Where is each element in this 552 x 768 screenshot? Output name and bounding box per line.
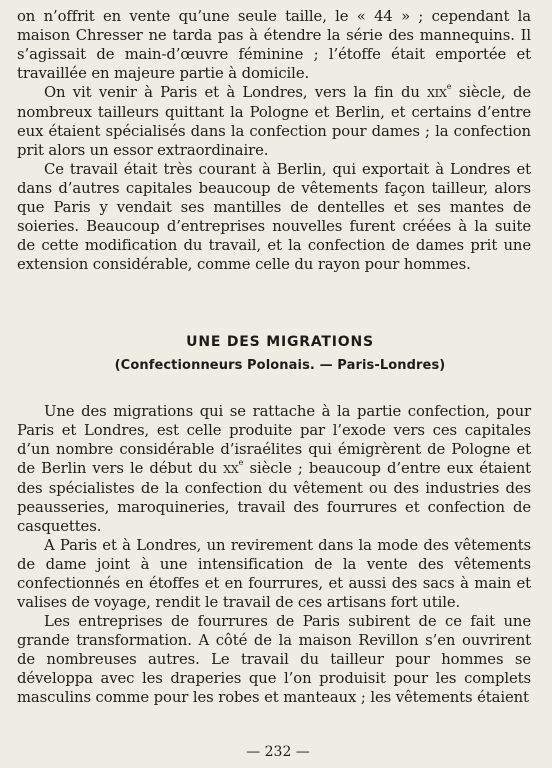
century-numeral-2: XX [223,463,239,476]
paragraph-2-end: siècle, de nombreux tailleurs quittant la Pologne et Berlin, et certains d’entre eux étaient spécialisés dans la confection pour dames ; la confection prit alors un essor extraordinaire. [17,84,531,159]
century-numeral: XIX [427,87,447,100]
paragraph-5: A Paris et à Londres, un revirement dans la mode des vêtements de dame joint à une intensification de la vente des vêtements confectionnés en étoffes et en fourrures, et aussi des sacs à main et valises de voyage, rendit le travail de ces artisans fort utile. [17,537,531,611]
paragraph-2 [17,83,531,160]
paragraph-2-start: On vit venir à Paris et à Londres, vers la fin du [44,84,428,101]
paragraph-4 [17,402,531,536]
paragraph-6: Les entreprises de fourrures de Paris subirent de ce fait une grande transformation. A côté de la maison Revillon s’en ouvrirent de nombreuses autres. Le travail du tailleur pour hommes se développa avec les draperies que l’on produisit pour les complets masculins comme pour les robes et manteaux ; les vêtements étaient [17,613,531,706]
paragraph-4-start: Une des migrations qui se rattache à la partie confection, pour Paris et Londres, est celle produite par l’exode vers ces capitales d’un nombre considérable d’israélites qui émigrèrent de Pologne et de Berlin vers le début du [17,403,531,477]
section-title: UNE DES MIGRATIONS [186,334,374,350]
century-superscript-2: e [238,458,244,467]
page-number: — 232 — [246,744,310,760]
paragraph-4-end: siècle ; beaucoup d’entre eux étaient des spécialistes de la confection du vêtement ou des industries des peausseries, maroquineries, travail des fourrures et confection de casquettes. [17,460,532,535]
paragraph-3: Ce travail était très courant à Berlin, qui exportait à Londres et dans d’autres capitales beaucoup de vêtements façon tailleur, alors que Paris y vendait ses mantilles de dentelles et ses mantes de soieries. Beaucoup d’entreprises nouvelles furent créées à la suite de cette modification du travail, et la confection de dames prit une extension considérable, comme celle du rayon pour hommes. [17,161,531,273]
century-superscript: e [446,82,452,91]
top-text-block [17,7,531,274]
paragraph-1: on n’offrit en vente qu’une seule taille, le « 44 » ; cependant la maison Chresser ne tarda pas à étendre la série des mannequins. Il s’agissait de main-d’œuvre féminine ; l’étoffe était emportée et travaillée en majeure partie à domicile. [17,8,531,82]
bottom-text-block [17,402,531,707]
section-subtitle: (Confectionneurs Polonais. — Paris-Londres) [114,358,446,373]
